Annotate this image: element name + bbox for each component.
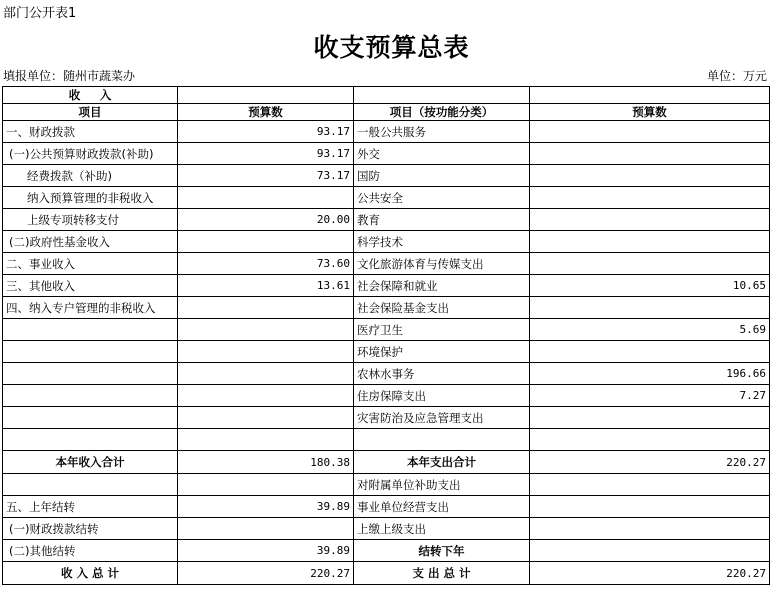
table-row (3, 231, 770, 253)
expense-item: 农林水事务 (354, 363, 530, 385)
expense-budget (530, 518, 770, 540)
expense-item: 公共安全 (354, 187, 530, 209)
income-item: 四、纳入专户管理的非税收入 (3, 297, 178, 319)
table-row (3, 496, 770, 518)
expense-item: 医疗卫生 (354, 319, 530, 341)
income-item: (一)财政拨款结转 (3, 518, 178, 540)
income-item: (二)政府性基金收入 (3, 231, 178, 253)
header-group-row (3, 87, 770, 104)
income-total-value: 220.27 (178, 562, 354, 585)
expense-item: 教育 (354, 209, 530, 231)
table-row (3, 341, 770, 363)
income-subtotal-value: 180.38 (178, 451, 354, 474)
expense-subtotal-label: 本年支出合计 (354, 451, 530, 474)
income-budget (178, 341, 354, 363)
table-row (3, 429, 770, 451)
income-item: (二)其他结转 (3, 540, 178, 562)
reporting-unit: 填报单位：随州市蔬菜办 (3, 69, 136, 83)
income-budget: 73.17 (178, 165, 354, 187)
expense-budget: 196.66 (530, 363, 770, 385)
header-row (3, 104, 770, 121)
income-item: 一、财政拨款 (3, 121, 178, 143)
expense-item: 对附属单位补助支出 (354, 474, 530, 496)
expense-item: 环境保护 (354, 341, 530, 363)
expense-budget (530, 407, 770, 429)
income-budget: 13.61 (178, 275, 354, 297)
expense-item: 事业单位经营支出 (354, 496, 530, 518)
table-row (3, 253, 770, 275)
expense-item: 社会保障和就业 (354, 275, 530, 297)
expense-budget: 10.65 (530, 275, 770, 297)
expense-item: 灾害防治及应急管理支出 (354, 407, 530, 429)
expense-item: 结转下年 (354, 540, 530, 562)
expense-budget (530, 209, 770, 231)
table-row (3, 275, 770, 297)
income-budget: 93.17 (178, 121, 354, 143)
expense-budget (530, 540, 770, 562)
page-title: 收支预算总表 (313, 33, 470, 62)
table-row (3, 165, 770, 187)
expense-total-label: 支 出 总 计 (354, 562, 530, 585)
expense-budget (530, 253, 770, 275)
expense-item (354, 429, 530, 451)
income-item (3, 385, 178, 407)
table-row (3, 363, 770, 385)
expense-budget (530, 143, 770, 165)
income-item (3, 407, 178, 429)
expense-subtotal-value: 220.27 (530, 451, 770, 474)
col-budget2-header: 预算数 (530, 104, 770, 121)
col-budget-header: 预算数 (178, 104, 354, 121)
budget-table (2, 86, 770, 585)
income-budget (178, 319, 354, 341)
expense-budget (530, 165, 770, 187)
expense-budget (530, 496, 770, 518)
table-row (3, 474, 770, 496)
income-budget (178, 231, 354, 253)
income-item: 经费拨款（补助) (3, 165, 178, 187)
income-item (3, 474, 178, 496)
income-budget (178, 429, 354, 451)
income-total-label: 收 入 总 计 (3, 562, 178, 585)
income-item: 五、上年结转 (3, 496, 178, 518)
income-budget (178, 385, 354, 407)
income-budget (178, 474, 354, 496)
income-item (3, 429, 178, 451)
expense-budget (530, 429, 770, 451)
table-row (3, 209, 770, 231)
table-row (3, 319, 770, 341)
income-budget: 39.89 (178, 496, 354, 518)
income-item: (一)公共预算财政拨款(补助) (3, 143, 178, 165)
expense-item: 上缴上级支出 (354, 518, 530, 540)
table-row (3, 297, 770, 319)
income-budget (178, 518, 354, 540)
income-item (3, 319, 178, 341)
income-budget (178, 187, 354, 209)
table-row (3, 143, 770, 165)
table-row (3, 121, 770, 143)
col-item-header: 项目 (3, 104, 178, 121)
income-item: 二、事业收入 (3, 253, 178, 275)
income-group-header: 收 入 (3, 87, 178, 104)
expense-item: 社会保险基金支出 (354, 297, 530, 319)
table-row (3, 518, 770, 540)
table-row (3, 385, 770, 407)
income-budget (178, 363, 354, 385)
expense-budget (530, 297, 770, 319)
expense-item: 科学技术 (354, 231, 530, 253)
expense-budget (530, 121, 770, 143)
income-item (3, 341, 178, 363)
expense-total-value: 220.27 (530, 562, 770, 585)
expense-item: 一般公共服务 (354, 121, 530, 143)
document-tag: 部门公开表1 (3, 6, 77, 21)
expense-budget (530, 341, 770, 363)
table-row (3, 407, 770, 429)
expense-budget (530, 231, 770, 253)
expense-budget: 7.27 (530, 385, 770, 407)
expense-item: 文化旅游体育与传媒支出 (354, 253, 530, 275)
income-budget: 73.60 (178, 253, 354, 275)
table-row (3, 187, 770, 209)
col-item-func-header: 项目（按功能分类） (354, 104, 530, 121)
expense-budget: 5.69 (530, 319, 770, 341)
table-row (3, 540, 770, 562)
expense-budget (530, 187, 770, 209)
income-item (3, 363, 178, 385)
expense-item: 住房保障支出 (354, 385, 530, 407)
currency-unit: 单位：万元 (706, 69, 767, 83)
expense-item: 国防 (354, 165, 530, 187)
income-item: 纳入预算管理的非税收入 (3, 187, 178, 209)
income-item: 三、其他收入 (3, 275, 178, 297)
expense-budget (530, 474, 770, 496)
income-budget: 20.00 (178, 209, 354, 231)
income-budget: 93.17 (178, 143, 354, 165)
total-row (3, 562, 770, 585)
expense-item: 外交 (354, 143, 530, 165)
subtotal-row (3, 451, 770, 474)
income-budget: 39.89 (178, 540, 354, 562)
income-item: 上级专项转移支付 (3, 209, 178, 231)
income-budget (178, 297, 354, 319)
income-subtotal-label: 本年收入合计 (3, 451, 178, 474)
income-budget (178, 407, 354, 429)
